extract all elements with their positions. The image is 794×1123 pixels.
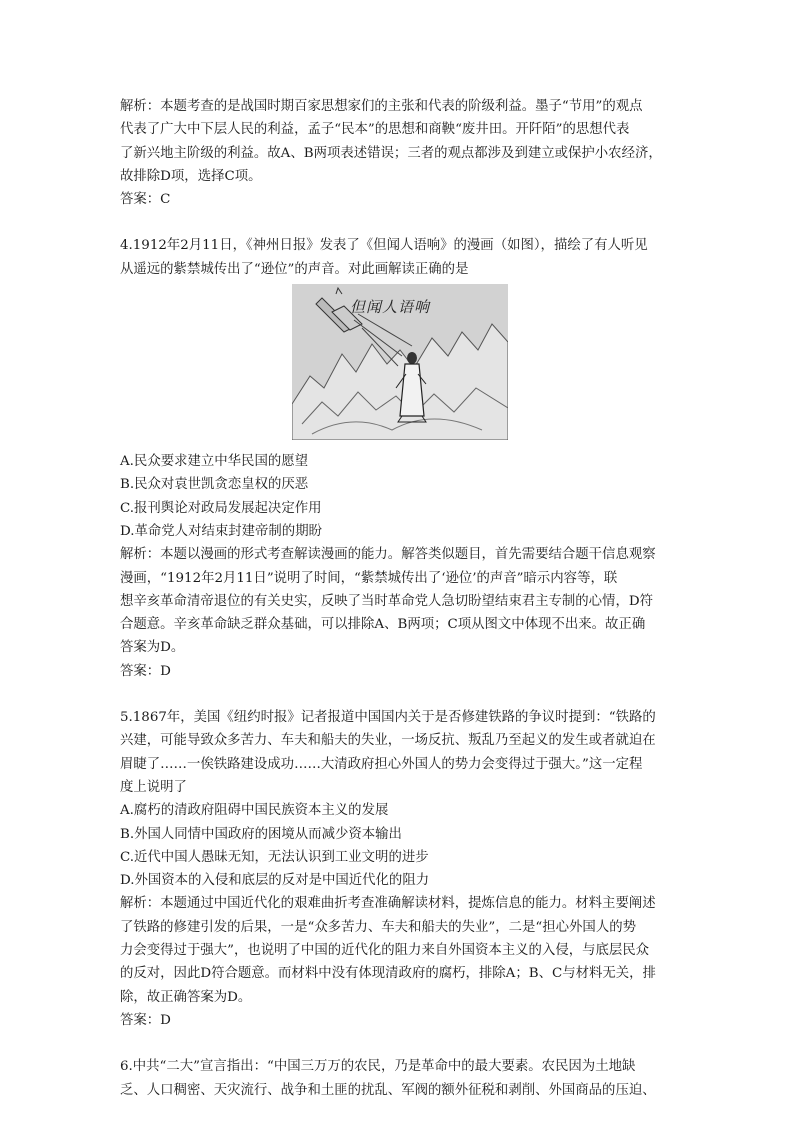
q4-options [120,450,680,543]
q4-option: C.报刊舆论对政局发展起决定作用 [120,500,322,516]
q5-analysis-line: 力会变得过于强大”，也说明了中国的近代化的阻力来自外国资本主义的入侵，与底层民众 [120,943,650,959]
q5-stem-line: 度上说明了 [120,779,187,795]
q5-answer: 答案：D [120,1012,171,1028]
q4-stem [120,234,680,281]
q4-analysis [120,543,680,659]
q4-analysis-line: 合题意。辛亥革命缺乏群众基础，可以排除A、B两项；C项从图文中体现不出来。故正确 [120,617,646,633]
spacer [120,211,680,234]
q4-option: B.民众对袁世凯贪恋皇权的厌恶 [120,477,309,493]
q4-analysis-line: 解析：本题以漫画的形式考查解读漫画的能力。解答类似题目，首先需要结合题干信息观察 [120,547,656,563]
q5-option: C.近代中国人愚昧无知，无法认识到工业文明的进步 [120,849,429,865]
q6-stem-line: 乏、人口稠密、天灾流行、战争和土匪的扰乱、军阀的额外征税和剥削、外国商品的压迫、 [120,1082,656,1098]
q4-answer: 答案：D [120,663,171,679]
q3-analysis-line: 故排除D项，选择C项。 [120,168,262,184]
q5-stem-line: 眉睫了……一俟铁路建设成功……大清政府担心外国人的势力会变得过于强大。”这一定程 [120,756,643,772]
q5-option: A.腐朽的清政府阻碍中国民族资本主义的发展 [120,803,389,819]
document-body [120,95,680,1102]
q5-analysis-line: 解析：本题通过中国近代化的艰难曲折考查准确解读材料，提炼信息的能力。材料主要阐述 [120,896,656,912]
cartoon-caption: 但闻人语响 [350,298,431,317]
q6-stem-line: 6.中共“二大”宣言指出：“中国三万万的农民，乃是革命中的最大要素。农民因为土地缺 [120,1059,636,1075]
q5-analysis-line: 了铁路的修建引发的后果，一是“众多苦力、车夫和船夫的失业”，二是“担心外国人的势 [120,919,636,935]
q5-analysis-line: 除，故正确答案为D。 [120,989,252,1005]
spacer [120,1032,680,1055]
q3-analysis-line: 了新兴地主阶级的利益。故A、B两项表述错误；三者的观点都涉及到建立或保护小农经济， [120,145,662,161]
q6-stem [120,1055,680,1102]
q4-stem-line: 从遥远的紫禁城传出了“逊位”的声音。对此画解读正确的是 [120,261,469,277]
q3-analysis-line: 解析：本题考查的是战国时期百家思想家们的主张和代表的阶级利益。墨子“节用”的观点 [120,99,643,114]
q4-analysis-line: 答案为D。 [120,640,185,656]
q5-option: B.外国人同情中国政府的困境从而减少资本输出 [120,826,402,842]
q3-analysis [120,95,680,188]
q4-option: D.革命党人对结束封建帝制的期盼 [120,523,322,539]
q4-analysis-line: 漫画，“1912年2月11日”说明了时间，“紫禁城传出了‘逊位’的声音”暗示内容等，联 [120,570,618,586]
q5-stem-line: 兴建，可能导致众多苦力、车夫和船夫的失业，一场反抗、叛乱乃至起义的发生或者就迫在 [120,733,656,749]
q5-analysis [120,892,680,1008]
q4-option: A.民众要求建立中华民国的愿望 [120,454,309,470]
q5-stem [120,706,680,799]
q4-analysis-line: 想辛亥革命清帝退位的有关史实，反映了当时革命党人急切盼望结束君主专制的心情，D符 [120,593,653,609]
spacer [120,683,680,706]
cartoon-image [292,284,508,440]
q5-analysis-line: 的反对，因此D符合题意。而材料中没有体现清政府的腐朽，排除A；B、C与材料无关，排 [120,966,656,982]
q4-stem-line: 4.1912年2月11日，《神州日报》发表了《但闻人语响》的漫画（如图），描绘了有人听见 [120,238,648,254]
q3-analysis-line: 代表了广大中下层人民的利益，孟子“民本”的思想和商鞅“废井田。开阡陌”的思想代表 [120,122,630,138]
q3-answer: 答案：C [120,192,171,208]
q5-stem-line: 5.1867年，美国《纽约时报》记者报道中国国内关于是否修建铁路的争议时提到：“铁路的 [120,710,656,726]
q5-options [120,799,680,892]
q5-option: D.外国资本的入侵和底层的反对是中国近代化的阻力 [120,873,430,889]
